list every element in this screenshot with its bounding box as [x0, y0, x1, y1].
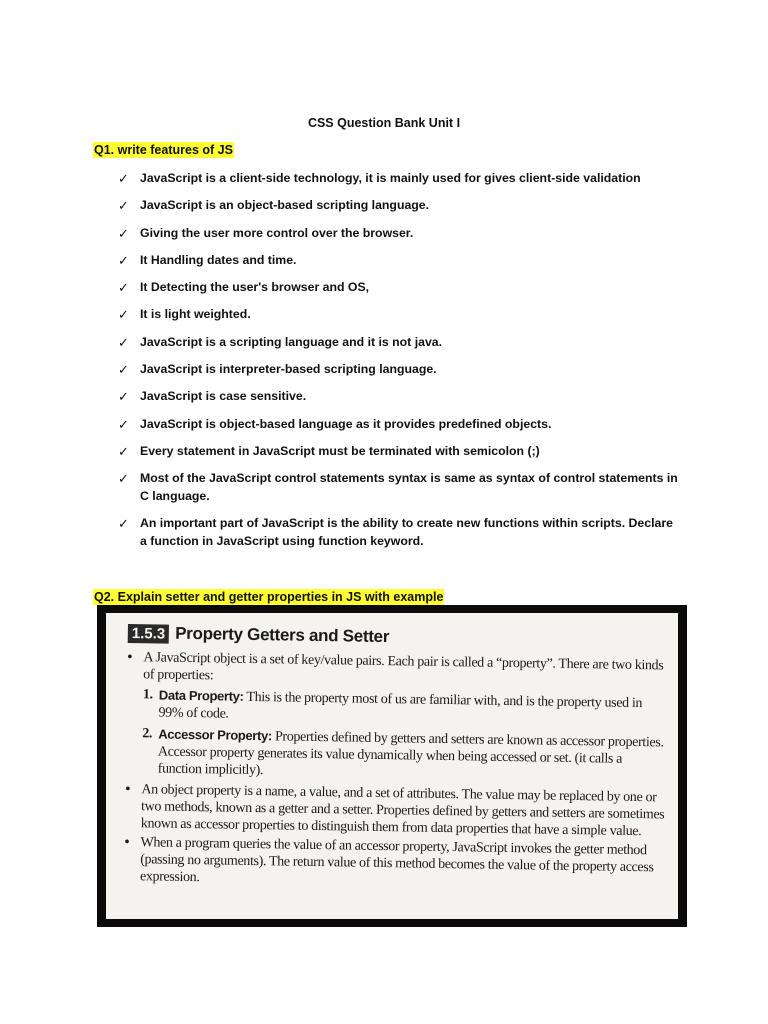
list-item: ✓ Every statement in JavaScript must be terminated with semicolon (;): [118, 443, 540, 459]
bullet-paragraph: • A JavaScript object is a set of key/value pairs. Each pair is called a “property”. There are two kinds of properties:: [127, 649, 664, 684]
scanned-page: [106, 613, 678, 919]
list-item: ✓ It Handling dates and time.: [118, 252, 297, 268]
checkmark-icon: ✓: [118, 252, 129, 268]
question-2-heading: Q2. Explain setter and getter properties in JS with example: [94, 590, 444, 604]
scanned-textbook-image: [97, 605, 687, 927]
question-1-heading: Q1. write features of JS: [94, 143, 233, 157]
checkmark-icon: ✓: [118, 471, 129, 487]
list-item: ✓ An important part of JavaScript is the ability to create new functions within scripts. Declare a function in JavaScript using function keyword.: [118, 515, 673, 548]
list-item: ✓ Giving the user more control over the browser.: [118, 225, 414, 241]
checkmark-icon: ✓: [118, 361, 129, 377]
page-title: CSS Question Bank Unit I: [307, 116, 461, 130]
features-list: [118, 170, 678, 560]
checkmark-icon: ✓: [118, 171, 129, 186]
list-item: ✓ JavaScript is case sensitive.: [118, 389, 307, 405]
list-item: ✓ JavaScript is object-based language as it provides predefined objects.: [118, 416, 552, 432]
checkmark-icon: ✓: [118, 280, 129, 296]
numbered-paragraph: 2. Accessor Property: Properties defined by getters and setters are known as accessor properties. Accessor property generates its value dynamically when being accessed or set. (it calls a function implicitly).: [142, 726, 664, 779]
checkmark-icon: ✓: [118, 515, 129, 531]
checkmark-icon: ✓: [118, 307, 129, 323]
list-item: ✓ JavaScript is a scripting language and it is not java.: [118, 334, 443, 350]
numbered-paragraph: 1. Data Property: This is the property most of us are familiar with, and is the property used in 99% of code.: [142, 687, 643, 722]
bullet-icon: •: [127, 649, 133, 666]
term-data-property: Data Property:: [158, 687, 244, 704]
list-item: ✓ JavaScript is a client-side technology, it is mainly used for gives client-side validation: [118, 171, 641, 186]
section-title: Property Getters and Setter: [175, 623, 390, 647]
scanned-content: [124, 623, 668, 895]
checkmark-icon: ✓: [118, 443, 129, 459]
checkmark-icon: ✓: [118, 198, 129, 214]
checkmark-icon: ✓: [118, 389, 129, 405]
list-item: ✓ It Detecting the user's browser and OS,: [118, 280, 370, 296]
bullet-icon: •: [125, 781, 131, 798]
list-item: ✓ Most of the JavaScript control statements syntax is same as syntax of control statements in C language.: [118, 471, 678, 503]
section-header: [128, 623, 668, 651]
list-item: ✓ It is light weighted.: [118, 307, 251, 323]
checkmark-icon: ✓: [118, 416, 129, 432]
bullet-icon: •: [124, 834, 130, 851]
list-item: ✓ JavaScript is an object-based scripting language.: [118, 198, 430, 214]
section-number: 1.5.3: [128, 623, 170, 643]
term-accessor-property: Accessor Property:: [158, 726, 273, 744]
list-item: ✓ JavaScript is interpreter-based scripting language.: [118, 361, 437, 377]
checkmark-icon: ✓: [118, 225, 129, 241]
bullet-paragraph: • When a program queries the value of an accessor property, JavaScript invokes the getter method (passing no arguments). The return value of this method becomes the value of the property access expression.: [124, 834, 654, 886]
checkmark-icon: ✓: [118, 334, 129, 350]
bullet-paragraph: • An object property is a name, a value, and a set of attributes. The value may be replaced by one or two methods, known as a getter and a setter. Properties defined by getters and setters are sometimes known as accessor properties to distinguish them from data properties that have a simple value.: [125, 781, 665, 840]
